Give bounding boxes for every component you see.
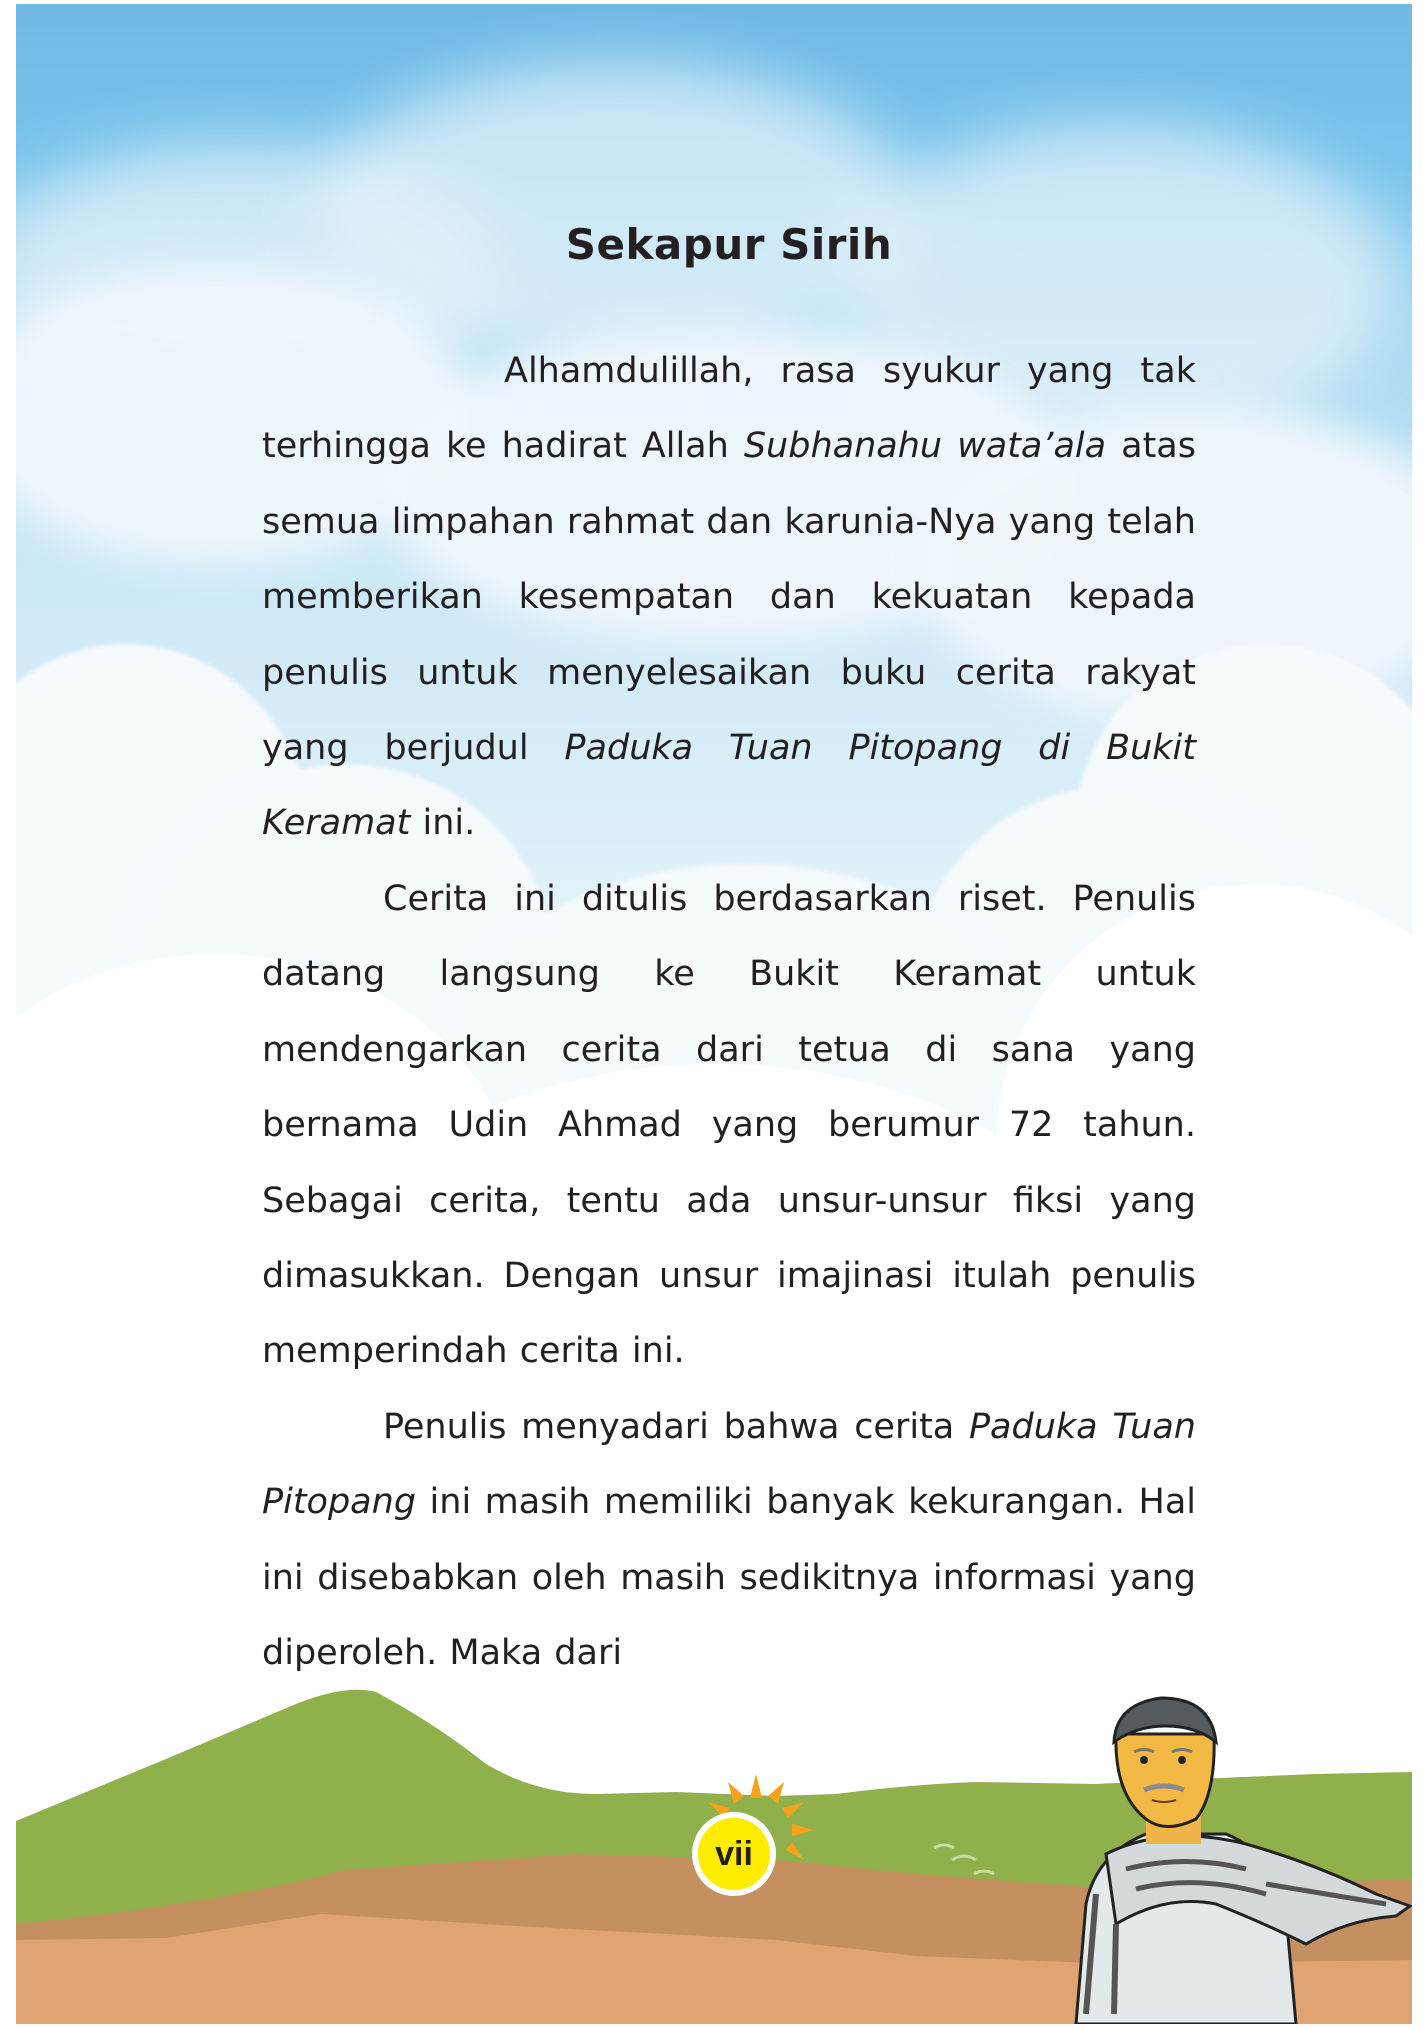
- page-number-badge: vii: [692, 1812, 776, 1896]
- page-title: Sekapur Sirih: [565, 220, 893, 269]
- text-segment: ini.: [410, 803, 476, 844]
- italic-segment: Subhanahu wata’ala: [743, 426, 1107, 467]
- italic-book-title: Paduka Tuan Pitopang di Bukit Keramat: [262, 728, 1197, 844]
- paragraph-2: [262, 862, 1196, 1390]
- text-segment: Cerita ini ditulis berdasarkan riset. Penulis datang langsung ke Bukit Keramat untuk mendengarkan cerita dari tetua di sana yang bernama Udin Ahmad yang berumur 72 tahun. Sebagai cerita, tentu ada unsur-unsur fiksi yang dimasukkan. Dengan unsur imajinasi itulah penulis memperindah cerita ini.: [262, 879, 1196, 1372]
- text-segment: Alhamdulillah, rasa syukur yang tak terhingga ke hadirat Allah: [262, 351, 1196, 467]
- paragraph-3: [262, 1390, 1196, 1692]
- text-segment: Penulis menyadari bahwa cerita: [383, 1407, 969, 1447]
- paragraph-1: [262, 334, 1196, 862]
- book-page: [16, 4, 1412, 2024]
- italic-book-title: Paduka Tuan Pitopang: [262, 1407, 1196, 1523]
- text-segment: ini masih memiliki banyak kekurangan. Hal ini disebabkan oleh masih sedikitnya informasi yang diperoleh. Maka dari: [262, 1482, 1196, 1674]
- old-man-illustration: [996, 1694, 1412, 2024]
- text-segment: atas semua limpahan rahmat dan karunia-Nya yang telah memberikan kesempatan dan kekuatan kepada penulis untuk menyelesaikan buku cerita rakyat yang berjudul: [262, 426, 1196, 769]
